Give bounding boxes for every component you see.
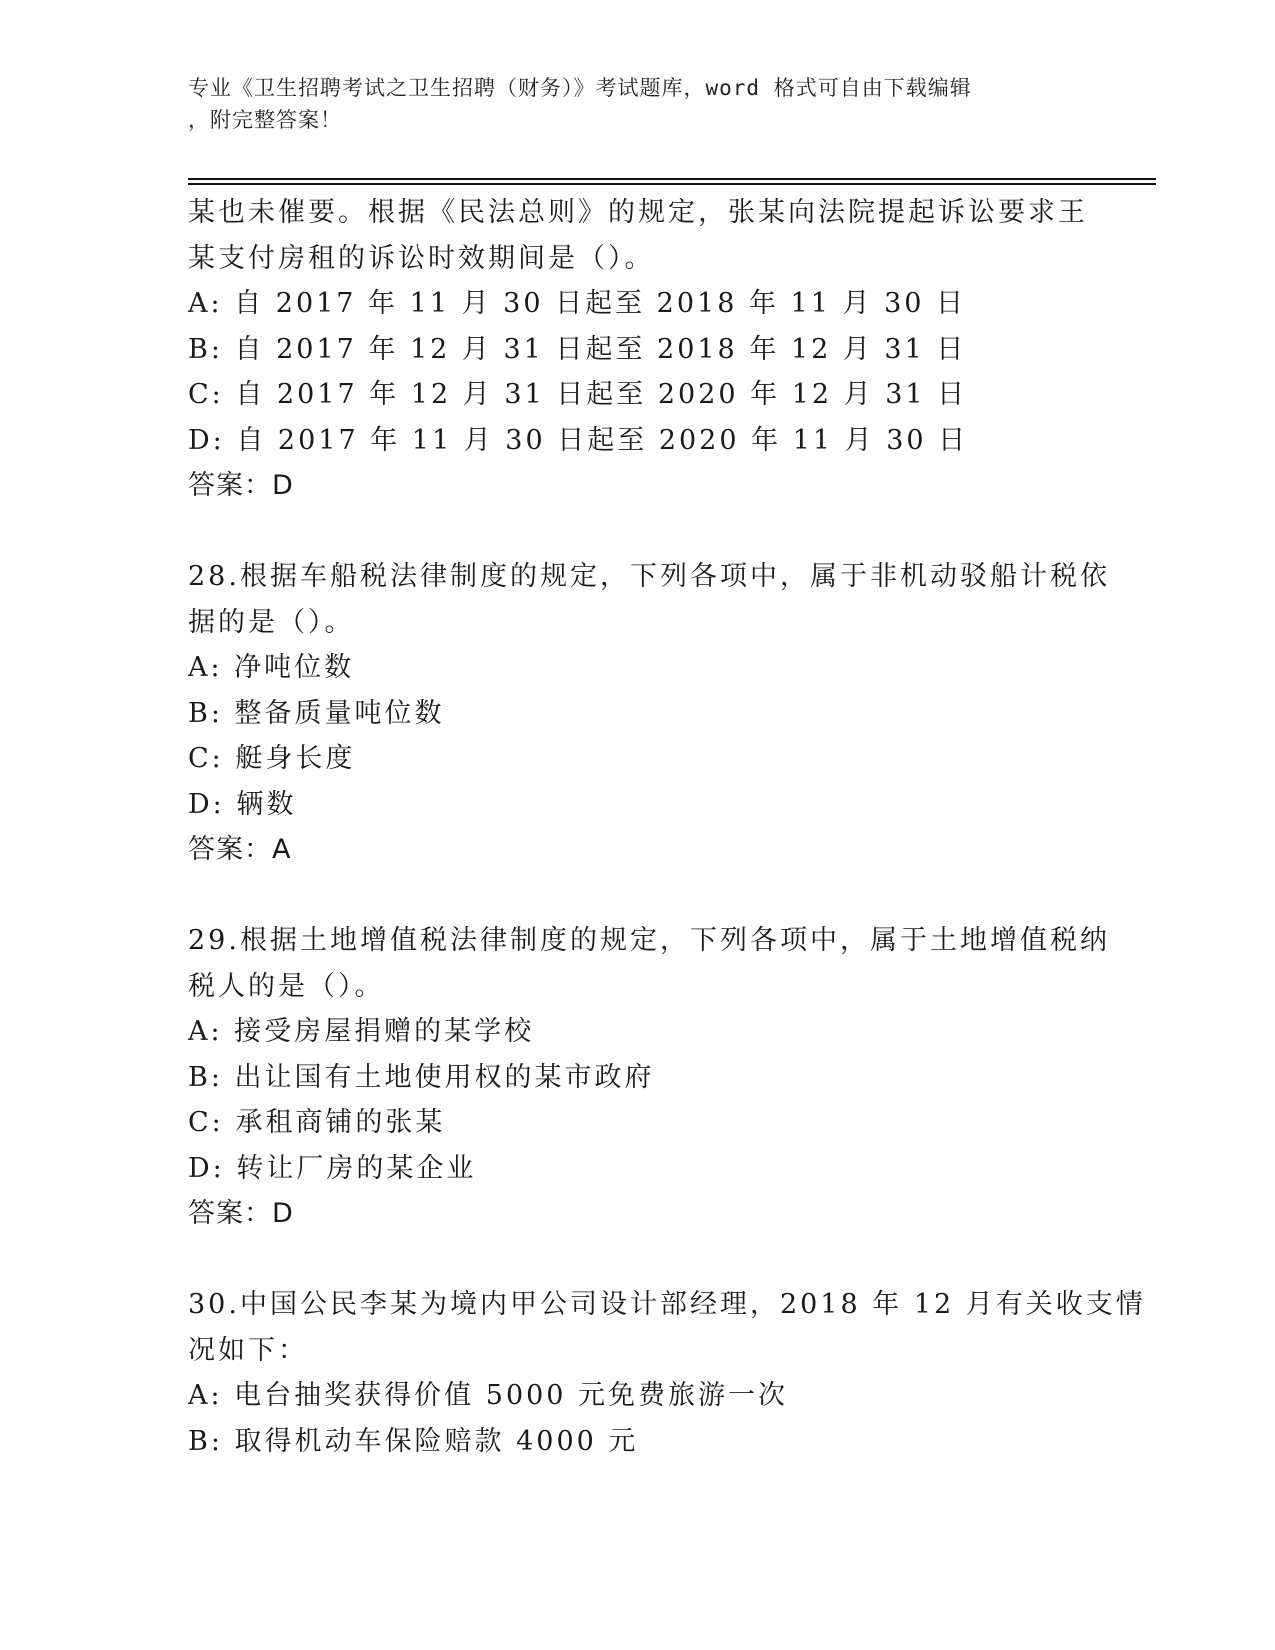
question-stem: 某支付房租的诉讼时效期间是（）。 bbox=[188, 242, 655, 274]
header-divider-top bbox=[188, 178, 1156, 180]
question-stem: 29.根据土地增值税法律制度的规定，下列各项中，属于土地增值税纳 bbox=[188, 925, 1110, 956]
option-a: A: 净吨位数 bbox=[188, 652, 355, 683]
option-b: B: 自 2017 年 12 月 31 日起至 2018 年 12 月 31 日 bbox=[188, 333, 967, 365]
answer: 答案：D bbox=[188, 1198, 294, 1229]
header-line-1: 专业《卫生招聘考试之卫生招聘（财务）》考试题库，word 格式可自由下载编辑 bbox=[188, 76, 972, 100]
question-30 bbox=[188, 1282, 1146, 1464]
question-29 bbox=[188, 918, 1110, 1237]
question-stem: 28.根据车船税法律制度的规定，下列各项中，属于非机动驳船计税依 bbox=[188, 561, 1110, 592]
option-a: A: 电台抽奖获得价值 5000 元免费旅游一次 bbox=[188, 1380, 789, 1411]
answer: 答案：A bbox=[188, 834, 292, 865]
option-d: D: 自 2017 年 11 月 30 日起至 2020 年 11 月 30 日 bbox=[188, 424, 969, 456]
question-28 bbox=[188, 554, 1110, 873]
option-b: B: 出让国有土地使用权的某市政府 bbox=[188, 1061, 655, 1093]
option-b: B: 整备质量吨位数 bbox=[188, 697, 445, 729]
option-b: B: 取得机动车保险赔款 4000 元 bbox=[188, 1425, 639, 1457]
option-d: D: 转让厂房的某企业 bbox=[188, 1152, 477, 1184]
header-divider-bottom bbox=[188, 183, 1156, 185]
question-27 bbox=[188, 190, 1088, 509]
question-stem: 况如下： bbox=[188, 1334, 308, 1366]
option-c: C: 艇身长度 bbox=[188, 743, 356, 774]
question-stem: 据的是（）。 bbox=[188, 606, 355, 638]
question-stem: 某也未催要。根据《民法总则》的规定，张某向法院提起诉讼要求王 bbox=[188, 197, 1088, 228]
question-stem: 30.中国公民李某为境内甲公司设计部经理，2018 年 12 月有关收支情 bbox=[188, 1289, 1146, 1320]
header-line-2: ，附完整答案！ bbox=[188, 108, 342, 132]
answer: 答案：D bbox=[188, 470, 294, 501]
option-a: A: 接受房屋捐赠的某学校 bbox=[188, 1016, 535, 1047]
question-stem: 税人的是（）。 bbox=[188, 970, 385, 1002]
option-c: C: 承租商铺的张某 bbox=[188, 1107, 446, 1138]
option-a: A: 自 2017 年 11 月 30 日起至 2018 年 11 月 30 日 bbox=[188, 288, 967, 319]
question-list bbox=[188, 190, 1146, 1464]
option-d: D: 辆数 bbox=[188, 788, 297, 820]
option-c: C: 自 2017 年 12 月 31 日起至 2020 年 12 月 31 日 bbox=[188, 379, 968, 410]
document-header bbox=[188, 72, 1068, 136]
